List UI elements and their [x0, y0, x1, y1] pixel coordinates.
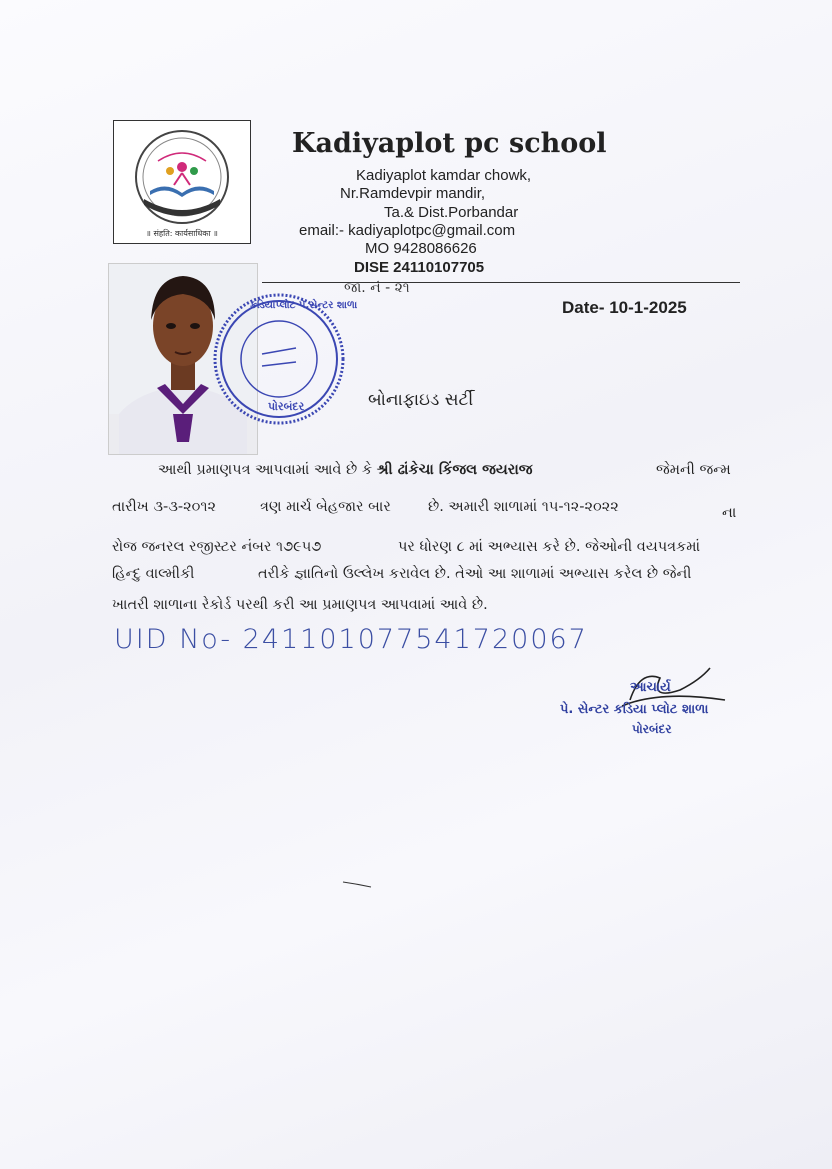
birth-date-words: ત્રણ માર્ચ બેહજાર બાર [260, 499, 391, 515]
body-line-1-intro: આથી પ્રમાણપત્ર આપવામાં આવે છે કે [158, 462, 377, 478]
uid-number: UID No- 241101077541720067 [114, 624, 588, 655]
signature-school-name: પે. સેન્ટર કડિયા પ્લોટ શાળા [560, 702, 709, 717]
school-name: Kadiyaplot pc school [292, 128, 607, 159]
body-line-5: ખાતરી શાળાના રેકોર્ડ પરથી કરી આ પ્રમાણપત્ર આપવામાં આવે છે. [112, 597, 488, 613]
admission-date: છે. અમારી શાળામાં ૧૫-૧૨-૨૦૨૨ [428, 499, 619, 515]
address-line-1: Kadiyaplot kamdar chowk, [356, 167, 532, 184]
principal-title: આચાર્ય [630, 680, 671, 695]
logo-motto: ॥ संहति: कार्यसाधिका ॥ [146, 229, 218, 238]
body-line-1-end: જેમની જન્મ [656, 462, 731, 478]
birth-date: તારીખ ૩-૩-૨૦૧૨ [112, 499, 216, 515]
body-line-4: તરીકે જ્ઞાતિનો ઉલ્લેખ કરાવેલ છે. તેઓ આ શાળામાં અભ્યાસ કરેલ છે જેની [258, 566, 692, 582]
school-logo [113, 120, 251, 244]
register-number: રોજ જનરલ રજીસ્ટર નંબર ૧૭૯૫૭ [112, 539, 322, 555]
body-line-1 [158, 462, 533, 478]
caste-info: હિન્દુ વાલ્મીકી [112, 566, 195, 582]
address-line-3: Ta.& Dist.Porbandar [384, 204, 519, 221]
header-divider [262, 282, 740, 283]
body-line-2-end: ના [722, 505, 737, 521]
ink-mark [342, 880, 372, 888]
issue-date: Date- 10-1-2025 [562, 298, 687, 317]
school-email: email:- kadiyaplotpc@gmail.com [299, 222, 516, 239]
school-mobile: MO 9428086626 [365, 240, 477, 257]
signature-city: પોરબંદર [632, 722, 672, 736]
standard-info: પર ધોરણ ૮ માં અભ્યાસ કરે છે. જેઓની વયપત્રકમાં [398, 539, 701, 555]
certificate-title: બોનાફાઇડ સર્ટી [368, 390, 474, 410]
student-name: શ્રી ઢાંકેચા કિંજલ જયરાજ [376, 462, 533, 478]
logo-emblem-icon [114, 121, 250, 231]
stamp-city: પોરબંદર [268, 400, 305, 413]
handwritten-reference: જા. નં - ૨૧ [344, 280, 410, 296]
stamp-ring-text: કડિયાપ્લોટ પે.સેન્ટર શાળા [250, 300, 358, 311]
address-line-2: Nr.Ramdevpir mandir, [340, 185, 486, 202]
dise-code: DISE 24110107705 [354, 259, 485, 276]
